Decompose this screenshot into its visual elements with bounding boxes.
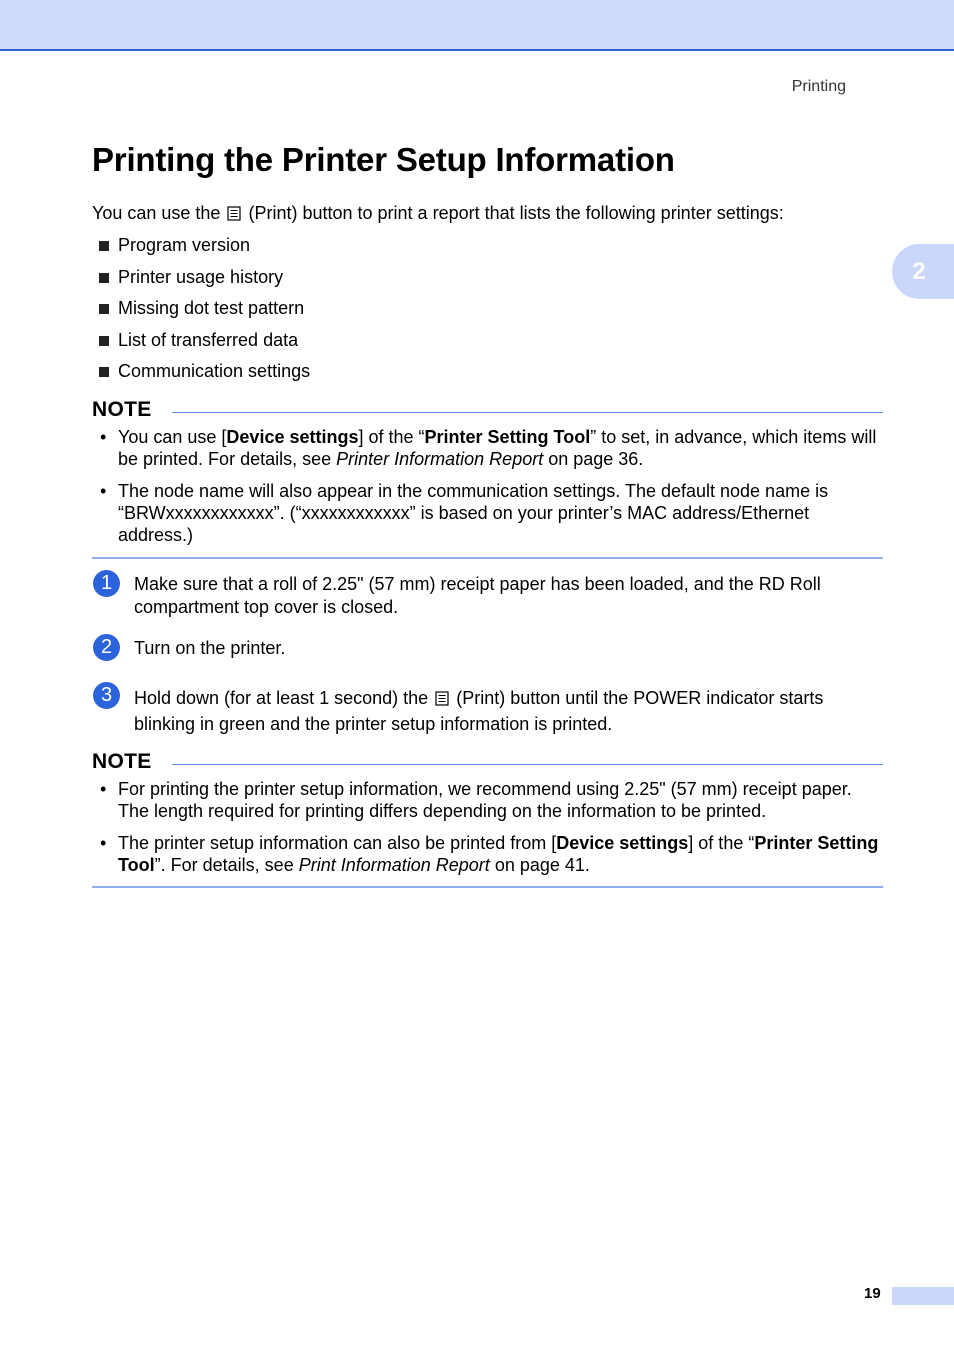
- note-text: ” to set, in advance, which items will be printed. For details, see: [118, 427, 877, 469]
- note-list: [100, 426, 885, 556]
- header-bar: [0, 0, 954, 51]
- list-item-label: Communication settings: [118, 361, 311, 381]
- list-item-label: List of transferred data: [118, 329, 299, 350]
- note-end-divider: [92, 557, 883, 559]
- note-end-divider: [92, 886, 883, 888]
- print-button-icon: [435, 691, 449, 706]
- step-text: Make sure that a roll of 2.25" (57 mm) receipt paper has been loaded, and the RD Roll compartment top cover is closed.: [134, 574, 821, 617]
- square-bullet-icon: [99, 273, 109, 283]
- note-text: You can use [: [118, 427, 227, 447]
- step-number-badge: 2: [93, 634, 120, 661]
- footer-bar: [892, 1287, 954, 1305]
- step-number-badge: 1: [93, 570, 120, 597]
- note-item: [100, 426, 885, 470]
- list-item: [99, 298, 310, 330]
- step-text-before: Hold down (for at least 1 second) the: [134, 688, 429, 708]
- tool-reference: Printer Setting Tool: [424, 427, 591, 447]
- list-item-label: Program version: [118, 235, 251, 255]
- note-divider: [172, 412, 883, 413]
- chapter-tab: 2: [892, 244, 954, 299]
- note-text: The printer setup information can also be printed from [: [118, 833, 557, 853]
- note-text: ] of the “: [358, 427, 425, 447]
- square-bullet-icon: [99, 304, 109, 314]
- step-number-badge: 3: [93, 682, 120, 709]
- step-text-after: (Print) button until the POWER indicator starts blinking in green and the printer setup information is printed.: [134, 688, 824, 734]
- list-item-label: Printer usage history: [118, 266, 284, 287]
- list-item: [99, 267, 310, 299]
- note-item: • For printing the printer setup information, we recommend using 2.25" (57 mm) receipt paper. The length required for printing differs depending on the information to be printed.: [100, 778, 885, 822]
- menu-reference: Device settings: [556, 833, 689, 853]
- page-number: 19: [864, 1285, 881, 1302]
- note-list: [100, 778, 885, 886]
- note-text: ] of the “: [688, 833, 755, 853]
- print-button-icon: [227, 206, 241, 221]
- note-item: • The node name will also appear in the communication settings. The default node name is “BRWxxxxxxxxxxxx”. (“xxxxxxxxxxxx” is based on your printer’s MAC address/Ethernet address.): [100, 480, 885, 546]
- settings-list: [99, 235, 310, 393]
- tool-reference: Printer Setting Tool: [118, 833, 879, 875]
- step-text: Turn on the printer.: [134, 638, 286, 658]
- cross-reference: Print Information Report: [298, 855, 490, 875]
- menu-reference: Device settings: [226, 427, 359, 447]
- running-head: Printing: [791, 78, 846, 95]
- page-title: Printing the Printer Setup Information: [92, 141, 675, 178]
- step-text: [134, 685, 874, 737]
- note-text: on page 41.: [489, 855, 590, 875]
- note-heading: NOTE: [92, 398, 152, 421]
- list-item-label: Missing dot test pattern: [118, 298, 305, 318]
- intro-paragraph: [92, 203, 784, 224]
- note-divider: [172, 764, 883, 765]
- intro-text-after: (Print) button to print a report that lists the following printer settings:: [248, 203, 784, 223]
- square-bullet-icon: [99, 367, 109, 377]
- square-bullet-icon: [99, 336, 109, 346]
- note-text: ”. For details, see: [154, 855, 299, 875]
- note-text: on page 36.: [543, 449, 644, 469]
- cross-reference: Printer Information Report: [336, 449, 544, 469]
- list-item: [99, 361, 310, 393]
- intro-text-before: You can use the: [92, 203, 221, 223]
- list-item: [99, 330, 310, 362]
- square-bullet-icon: [99, 241, 109, 251]
- note-item: [100, 832, 885, 876]
- note-heading: NOTE: [92, 750, 152, 773]
- list-item: [99, 235, 310, 267]
